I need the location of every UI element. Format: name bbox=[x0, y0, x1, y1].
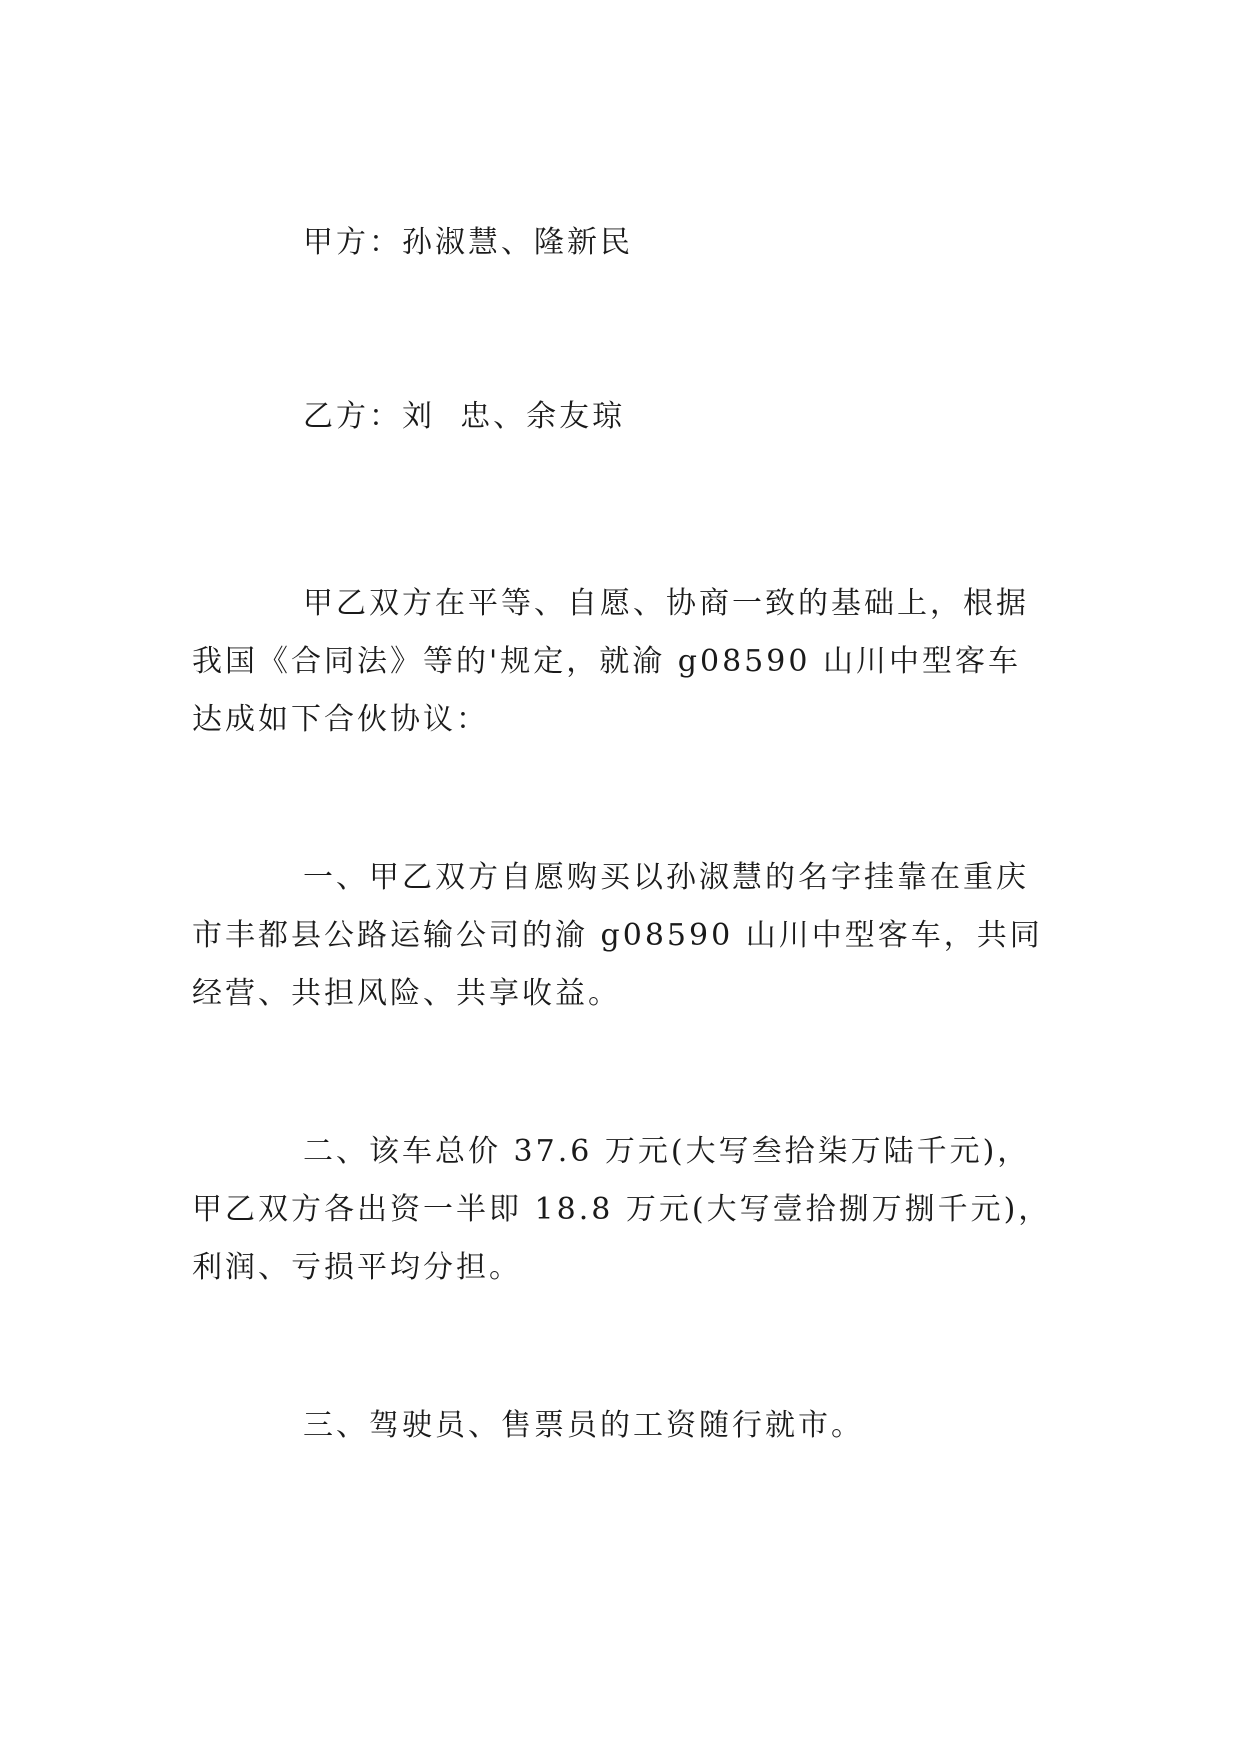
intro-paragraph: 甲乙双方在平等、自愿、协商一致的基础上，根据我国《合同法》等的'规定，就渝 g08590 山川中型客车达成如下合伙协议： bbox=[192, 586, 1029, 737]
party-a-line: 甲方：孙淑慧、隆新民 bbox=[303, 225, 633, 260]
clause-3-paragraph: 三、驾驶员、售票员的工资随行就市。 bbox=[303, 1408, 864, 1443]
clause-1-paragraph: 一、甲乙双方自愿购买以孙淑慧的名字挂靠在重庆市丰都县公路运输公司的渝 g08590 山川中型客车，共同经营、共担风险、共享收益。 bbox=[192, 860, 1043, 1011]
party-b-line: 乙方：刘 忠、余友琼 bbox=[303, 399, 626, 434]
clause-2-paragraph: 二、该车总价 37.6 万元(大写叁拾柒万陆千元)，甲乙双方各出资一半即 18.8 万元(大写壹拾捌万捌千元)，利润、亏损平均分担。 bbox=[192, 1134, 1052, 1285]
